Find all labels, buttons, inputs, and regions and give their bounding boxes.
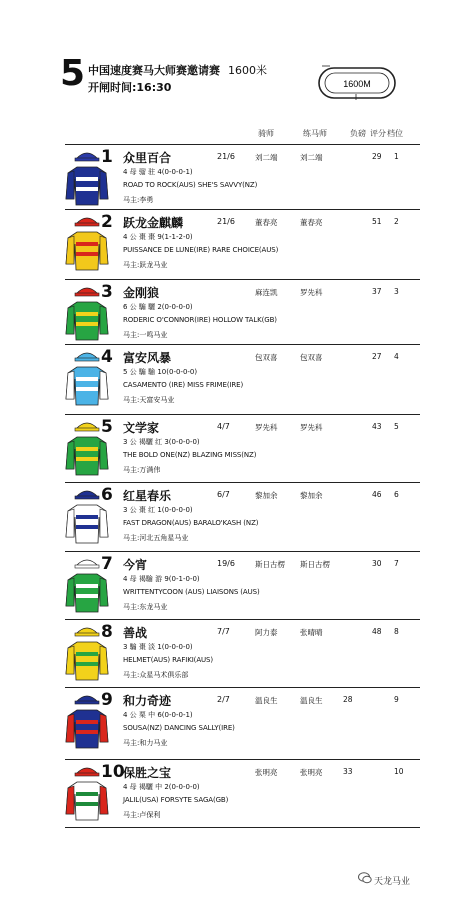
- separator-line: [65, 687, 420, 688]
- trainer: 斯日古楞: [300, 560, 330, 569]
- rating: 19/6: [217, 559, 235, 568]
- track-label: 1600M: [343, 79, 371, 89]
- horse-info: 3 公 褐驪 红 3(0-0-0-0): [123, 438, 200, 446]
- owner: 马主:李勇: [123, 196, 154, 204]
- post-time: 开闸时间:16:30: [88, 81, 172, 94]
- separator-line: [65, 414, 420, 415]
- gate: 9: [394, 695, 399, 704]
- horse-info: 6 公 騸 驪 2(0-0-0-0): [123, 303, 193, 311]
- pedigree: JALIL(USA) FORSYTE SAGA(GB): [123, 796, 229, 804]
- horse-info: 5 公 騸 騟 10(0-0-0-0): [123, 368, 198, 376]
- horse-info: 4 母 骝 驻 4(0-0-0-1): [123, 168, 193, 176]
- gate: 1: [394, 152, 399, 161]
- header-trainer: 练马师: [303, 129, 327, 138]
- rating: 4/7: [217, 422, 230, 431]
- horse-name: 金刚狼: [123, 286, 160, 300]
- separator-line: [65, 482, 420, 483]
- gate: 3: [394, 287, 399, 296]
- horse-info: 3 騸 棗 淡 1(0-0-0-0): [123, 643, 193, 651]
- horse-number: 4: [101, 347, 113, 367]
- horse-info: 4 公 棗 棗 9(1-1-2-0): [123, 233, 193, 241]
- trainer: 董春亮: [300, 218, 323, 227]
- trainer: 张晴晴: [300, 628, 323, 637]
- rating: 21/6: [217, 152, 235, 161]
- horse-name: 红星春乐: [123, 489, 172, 503]
- separator-line: [65, 827, 420, 828]
- trainer: 刘二端: [300, 153, 323, 162]
- horse-name: 文学家: [123, 421, 160, 435]
- rating: 2/7: [217, 695, 230, 704]
- owner: 马主:东龙马业: [123, 603, 168, 611]
- rating: 7/7: [217, 627, 230, 636]
- trainer: 包双喜: [300, 353, 323, 362]
- jockey: 董春亮: [255, 218, 278, 227]
- score: 51: [372, 217, 382, 226]
- owner: 马主:天富安马业: [123, 396, 175, 404]
- owner: 马主:跃龙马业: [123, 261, 168, 269]
- owner: 马主:一鸣马业: [123, 331, 168, 339]
- gate: 6: [394, 490, 399, 499]
- horse-number: 7: [101, 554, 113, 574]
- score: 29: [372, 152, 382, 161]
- gate: 7: [394, 559, 399, 568]
- jockey: 罗先科: [255, 423, 278, 432]
- gate: 8: [394, 627, 399, 636]
- trainer: 温良生: [300, 696, 323, 705]
- separator-line: [65, 344, 420, 345]
- rating: 6/7: [217, 490, 230, 499]
- separator-line: [65, 209, 420, 210]
- score: 46: [372, 490, 382, 499]
- jockey: 黎加余: [255, 491, 278, 500]
- watermark: 天龙马业: [374, 877, 411, 887]
- gate: 4: [394, 352, 399, 361]
- owner: 马主:和力马业: [123, 739, 168, 747]
- horse-name: 富安风暴: [123, 351, 172, 365]
- horse-name: 善战: [123, 626, 148, 640]
- horse-number: 5: [101, 417, 113, 437]
- pedigree: SOUSA(NZ) DANCING SALLY(IRE): [123, 724, 235, 732]
- separator-line: [65, 279, 420, 280]
- race-title: [88, 62, 267, 78]
- jockey: 温良生: [255, 696, 278, 705]
- race-name: 中国速度赛马大师赛邀请赛: [88, 64, 220, 77]
- horse-number: 3: [101, 282, 113, 302]
- jockey: 麻连凯: [255, 288, 278, 297]
- race-distance: 1600米: [228, 64, 267, 77]
- trainer: 罗先科: [300, 423, 323, 432]
- header-jockey: 骑师: [258, 129, 274, 138]
- horse-number: 9: [101, 690, 113, 710]
- jockey: 包双喜: [255, 353, 278, 362]
- weight: 33: [343, 767, 353, 776]
- owner: 马主:河北五角星马业: [123, 534, 189, 542]
- horse-number: 2: [101, 212, 113, 232]
- trainer: 黎加余: [300, 491, 323, 500]
- score: 43: [372, 422, 382, 431]
- race-number: 5: [60, 53, 86, 94]
- pedigree: CASAMENTO (IRE) MISS FRIME(IRE): [123, 381, 244, 389]
- score: 48: [372, 627, 382, 636]
- horse-info: 4 母 褐騟 游 9(0-1-0-0): [123, 575, 200, 583]
- horse-number: 6: [101, 485, 113, 505]
- horse-info: 4 母 褐驪 中 2(0-0-0-0): [123, 783, 200, 791]
- separator-line: [65, 759, 420, 760]
- pedigree: HELMET(AUS) RAFIKI(AUS): [123, 656, 213, 664]
- horse-number: 8: [101, 622, 113, 642]
- jockey: 阿力泰: [255, 628, 278, 637]
- horse-name: 跃龙金麒麟: [123, 216, 184, 230]
- gate: 5: [394, 422, 399, 431]
- horse-name: 和力奇迹: [123, 694, 172, 708]
- header-gate: 档位: [387, 129, 403, 138]
- gate: 10: [394, 767, 404, 776]
- rating: 21/6: [217, 217, 235, 226]
- score: 27: [372, 352, 382, 361]
- pedigree: RODERIC O'CONNOR(IRE) HOLLOW TALK(GB): [123, 316, 277, 324]
- separator-line: [65, 144, 420, 145]
- horse-info: 3 公 棗 红 1(0-0-0-0): [123, 506, 193, 514]
- jockey: 刘二端: [255, 153, 278, 162]
- score: 30: [372, 559, 382, 568]
- horse-number: 1: [101, 147, 113, 167]
- pedigree: PUISSANCE DE LUNE(IRE) RARE CHOICE(AUS): [123, 246, 279, 254]
- track-diagram: [316, 62, 398, 102]
- trainer: 罗先科: [300, 288, 323, 297]
- pedigree: WRITTENTYCOON (AUS) LIAISONS (AUS): [123, 588, 260, 596]
- pedigree: THE BOLD ONE(NZ) BLAZING MISS(NZ): [123, 451, 257, 459]
- owner: 马主:众星马术俱乐部: [123, 671, 189, 679]
- separator-line: [65, 551, 420, 552]
- separator-line: [65, 619, 420, 620]
- horse-name: 今宵: [123, 558, 148, 572]
- score: 37: [372, 287, 382, 296]
- pedigree: FAST DRAGON(AUS) BARALO'KASH (NZ): [123, 519, 259, 527]
- weight: 28: [343, 695, 353, 704]
- jockey: 张明亮: [255, 768, 278, 777]
- horse-name: 保胜之宝: [123, 766, 172, 780]
- horse-name: 众里百合: [123, 151, 172, 165]
- pedigree: ROAD TO ROCK(AUS) SHE'S SAVVY(NZ): [123, 181, 258, 189]
- owner: 马主:万满伟: [123, 466, 161, 474]
- header-score: 评分: [370, 129, 386, 138]
- horse-info: 4 公 栗 中 6(0-0-0-1): [123, 711, 193, 719]
- owner: 马主:卢保利: [123, 811, 161, 819]
- trainer: 张明亮: [300, 768, 323, 777]
- wechat-icon: [358, 872, 372, 884]
- gate: 2: [394, 217, 399, 226]
- jockey: 斯日古楞: [255, 560, 285, 569]
- header-weight: 负磅: [350, 129, 366, 138]
- horse-number: 10: [101, 762, 125, 782]
